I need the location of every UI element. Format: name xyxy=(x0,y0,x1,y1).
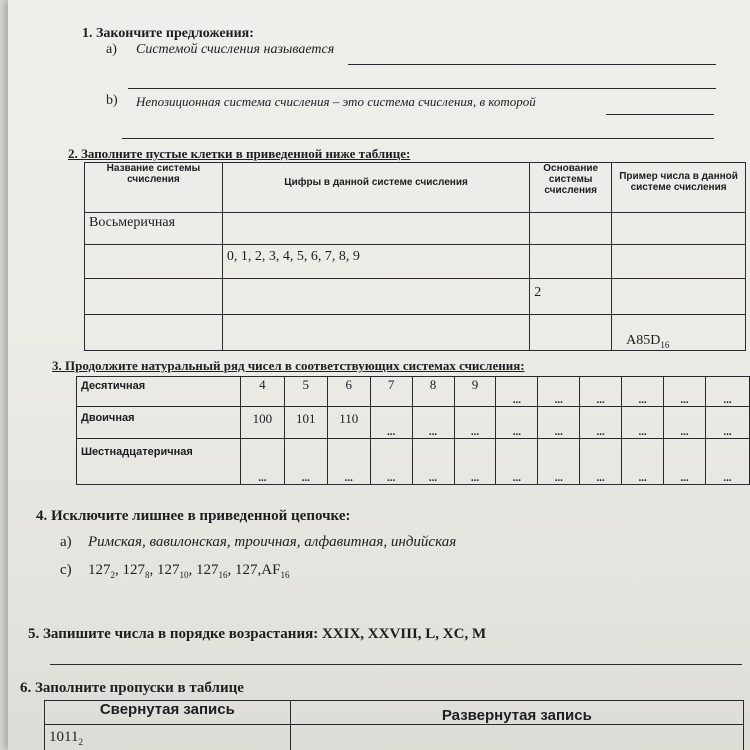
q3-cell[interactable]: ... xyxy=(284,439,327,485)
q3-cell[interactable]: ... xyxy=(622,407,664,439)
q1-b-answer-line-2 xyxy=(122,138,714,139)
q3-cell[interactable]: ... xyxy=(454,439,496,485)
q2-header-name: Название системы счисления xyxy=(85,163,223,213)
q1-b-label: b) xyxy=(106,93,118,108)
q3-row-binary xyxy=(77,407,750,439)
q3-cell[interactable]: ... xyxy=(705,407,749,439)
q4-c-item-sub: 8 xyxy=(145,570,150,580)
q1-a-answer-line-1 xyxy=(348,64,716,65)
q3-cell: 100 xyxy=(240,407,284,439)
q4-c-sep: , xyxy=(149,562,157,578)
table-row xyxy=(85,213,746,245)
q3-label-binary: Двоичная xyxy=(77,407,241,439)
q3-cell[interactable]: ... xyxy=(496,439,538,485)
q6-first-cell xyxy=(45,725,291,750)
q6-header-expanded: Развернутая запись xyxy=(290,701,743,725)
q4-a-label: a) xyxy=(60,534,72,550)
q4-c-item: 127 xyxy=(122,562,145,578)
q2-table xyxy=(84,162,746,351)
q6-title: 6. Заполните пропуски в таблице xyxy=(20,680,244,696)
q2-header-row xyxy=(85,163,746,213)
q3-cell[interactable]: ... xyxy=(538,377,580,407)
q2-cell[interactable] xyxy=(530,245,612,279)
q3-cell[interactable]: ... xyxy=(412,407,454,439)
q3-cell: 7 xyxy=(370,377,412,407)
q6-table xyxy=(44,700,744,750)
q3-cell[interactable]: ... xyxy=(705,377,749,407)
q3-cell[interactable]: ... xyxy=(580,377,622,407)
q1-a-answer-line-2 xyxy=(128,88,716,89)
q3-cell[interactable]: ... xyxy=(664,407,706,439)
q3-cell: 110 xyxy=(327,407,370,439)
q6-header-row xyxy=(45,701,744,725)
q4-c-item-sub: 10 xyxy=(179,570,189,580)
q3-cell: 9 xyxy=(454,377,496,407)
q2-cell[interactable] xyxy=(222,213,529,245)
q2-cell: 2 xyxy=(530,279,612,315)
q2-title: 2. Заполните пустые клетки в приведенной ниже таблице: xyxy=(68,146,411,161)
q2-cell[interactable] xyxy=(222,279,529,315)
q1-a-text: Системой счисления называется xyxy=(136,42,335,57)
q3-cell[interactable]: ... xyxy=(496,407,538,439)
q4-c-item: 127 xyxy=(157,562,180,578)
q3-table xyxy=(76,376,750,485)
q3-cell[interactable]: ... xyxy=(622,377,664,407)
q2-cell[interactable] xyxy=(85,245,223,279)
q5-title: 5. Запишите числа в порядке возрастания: XXIX, XXVIII, L, XC, M xyxy=(28,626,487,642)
q2-header-digits: Цифры в данной системе счисления xyxy=(222,163,529,213)
q3-cell[interactable]: ... xyxy=(622,439,664,485)
worksheet-page xyxy=(8,0,750,750)
q3-label-decimal: Десятичная xyxy=(77,377,241,407)
q3-cell[interactable]: ... xyxy=(580,439,622,485)
q2-header-example: Пример числа в данной системе счисления xyxy=(612,163,746,213)
q3-cell: 4 xyxy=(240,377,284,407)
q2-cell: Восьмеричная xyxy=(85,213,223,245)
q3-cell[interactable]: ... xyxy=(580,407,622,439)
q3-cell: 6 xyxy=(327,377,370,407)
q3-cell: 101 xyxy=(284,407,327,439)
q4-a-text: Римская, вавилонская, троичная, алфавитная, индийская xyxy=(88,534,457,550)
q3-cell[interactable]: ... xyxy=(538,407,580,439)
table-row xyxy=(85,279,746,315)
q4-c-item-sub: 16 xyxy=(218,570,228,580)
q2-cell[interactable] xyxy=(612,245,746,279)
table-row xyxy=(45,725,744,750)
q6-header-collapsed: Свернутая запись xyxy=(45,701,291,725)
q3-cell[interactable]: ... xyxy=(370,439,412,485)
q3-label-hex: Шестнадцатеричная xyxy=(77,439,241,485)
q2-header-base: Основание системы счисления xyxy=(530,163,612,213)
q3-cell: 5 xyxy=(284,377,327,407)
q1-a-label: a) xyxy=(106,42,117,57)
q1-b-text: Непозиционная система счисления – это система счисления, в которой xyxy=(136,94,536,109)
q3-cell: 8 xyxy=(412,377,454,407)
q6-first-subscript: 2 xyxy=(78,737,83,747)
q6-first-value: 1011 xyxy=(49,729,79,745)
q4-c-sep: , xyxy=(188,562,196,578)
q3-row-hex xyxy=(77,439,750,485)
q2-cell[interactable] xyxy=(85,315,223,351)
q2-example-subscript: 16 xyxy=(660,340,670,350)
q4-c-sep: , xyxy=(227,562,235,578)
q4-c-sep: , xyxy=(115,562,123,578)
table-row xyxy=(85,315,746,351)
q3-row-decimal xyxy=(77,377,750,407)
q6-answer-cell[interactable] xyxy=(290,725,743,750)
q3-cell[interactable]: ... xyxy=(327,439,370,485)
q3-cell[interactable]: ... xyxy=(370,407,412,439)
q2-cell[interactable] xyxy=(85,279,223,315)
q2-cell[interactable] xyxy=(612,213,746,245)
q4-c-text xyxy=(88,562,289,580)
q2-example-value: A85D xyxy=(626,333,661,349)
q2-cell[interactable] xyxy=(530,213,612,245)
q4-c-item-sub: 16 xyxy=(280,570,290,580)
q4-c-label: c) xyxy=(60,562,72,578)
table-row xyxy=(85,245,746,279)
q2-cell[interactable] xyxy=(612,279,746,315)
q3-cell[interactable]: ... xyxy=(664,439,706,485)
q4-c-item-sub: 2 xyxy=(110,570,115,580)
q3-cell[interactable]: ... xyxy=(240,439,284,485)
q2-cell[interactable] xyxy=(222,315,529,351)
q3-cell[interactable]: ... xyxy=(538,439,580,485)
q2-cell: 0, 1, 2, 3, 4, 5, 6, 7, 8, 9 xyxy=(222,245,529,279)
q3-cell[interactable]: ... xyxy=(496,377,538,407)
q1-b-answer-line-1 xyxy=(606,114,714,115)
q3-cell[interactable]: ... xyxy=(705,439,749,485)
q3-cell[interactable]: ... xyxy=(412,439,454,485)
q4-c-item: 127 xyxy=(196,562,219,578)
q3-title: 3. Продолжите натуральный ряд чисел в соответствующих системах счисления: xyxy=(52,358,525,373)
q2-cell[interactable] xyxy=(530,315,612,351)
q1-title: 1. Закончите предложения: xyxy=(82,26,254,41)
q4-c-item: 127 xyxy=(88,562,111,578)
q4-c-item: 127,AF xyxy=(235,562,281,578)
q5-answer-line xyxy=(50,664,742,665)
q2-example-cell xyxy=(612,315,746,351)
q3-cell[interactable]: ... xyxy=(664,377,706,407)
q4-title: 4. Исключите лишнее в приведенной цепочке: xyxy=(36,508,351,524)
q3-cell[interactable]: ... xyxy=(454,407,496,439)
